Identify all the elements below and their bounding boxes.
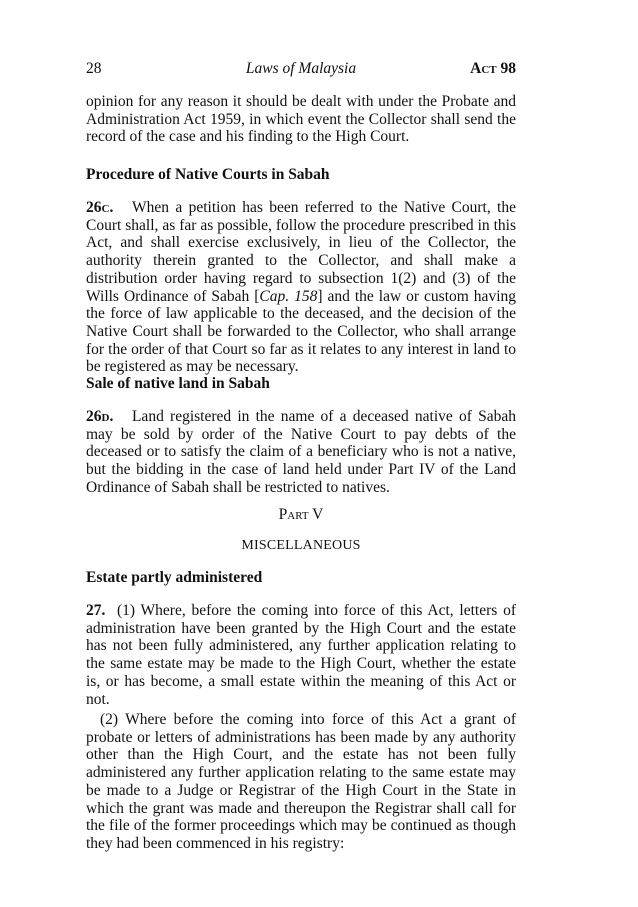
section-26d-paragraph xyxy=(86,408,516,497)
section-26c-heading: Procedure of Native Courts in Sabah xyxy=(86,166,330,183)
section-27-subsection-1 xyxy=(86,602,516,708)
section-26c-number: 26c. xyxy=(86,199,114,216)
section-26d-number: 26d. xyxy=(86,408,114,425)
running-header xyxy=(86,60,516,82)
part-title: MISCELLANEOUS xyxy=(241,538,361,553)
section-27-sub1-text: (1) Where, before the coming into force of this Act, letters of administration have been granted by the High Court and the estate has not been fully administered, any further application relating to the same estate may be made to the High Court, whether the estate is, or has become, a small estate within the meaning of this Act or not. xyxy=(86,602,517,708)
part-label: Part V xyxy=(278,506,324,523)
section-26d-text: Land registered in the name of a deceased native of Sabah may be sold by order of the Native Court to pay debts of the deceased or to satisfy the claim of a beneficiary who is not a native, but the bidding in the case of land held under Part IV of the Land Ordinance of Sabah shall be restricted to natives. xyxy=(86,408,516,496)
running-title: Laws of Malaysia xyxy=(245,60,357,77)
section-26c-paragraph xyxy=(86,199,516,376)
section-27-number: 27. xyxy=(86,602,106,619)
act-number: Act 98 xyxy=(470,60,516,77)
section-27-heading: Estate partly administered xyxy=(86,569,263,586)
page-number: 28 xyxy=(86,60,102,77)
section-26c-text-part2: ] and the law or custom having the force of law applicable to the deceased, and the decision of the Native Court shall be forwarded to the Collector, who shall arrange for the order of that Court so far as it relates to any interest in land to be registered as may be necessary. xyxy=(86,287,516,376)
section-26d-heading: Sale of native land in Sabah xyxy=(86,375,270,392)
section-26c-text-part1: When a petition has been referred to the Native Court, the Court shall, as far as possible, follow the procedure prescribed in this Act, and shall exercise exclusively, in lieu of the Collector, the authority therein granted to the Collector, and shall make a distribution order having regard to subsection 1(2) and (3) of the Wills Ordinance of Sabah [ xyxy=(86,199,516,305)
section-27-subsection-2: (2) Where before the coming into force of this Act a grant of probate or letters of administrations has been made by any authority other than the High Court, and the estate has not been fully administered any further application relating to the same estate may be made to a Judge or Registrar of the High Court in the State in which the grant was made and thereupon the Registrar shall call for the file of the former proceedings which may be continued as though they had been commenced in his registry: xyxy=(86,711,516,852)
section-26c-cap-reference: Cap. 158 xyxy=(259,287,318,305)
continuation-paragraph: opinion for any reason it should be dealt with under the Probate and Administration Act 1959, in which event the Collector shall send the record of the case and his finding to the High Court. xyxy=(86,93,516,146)
